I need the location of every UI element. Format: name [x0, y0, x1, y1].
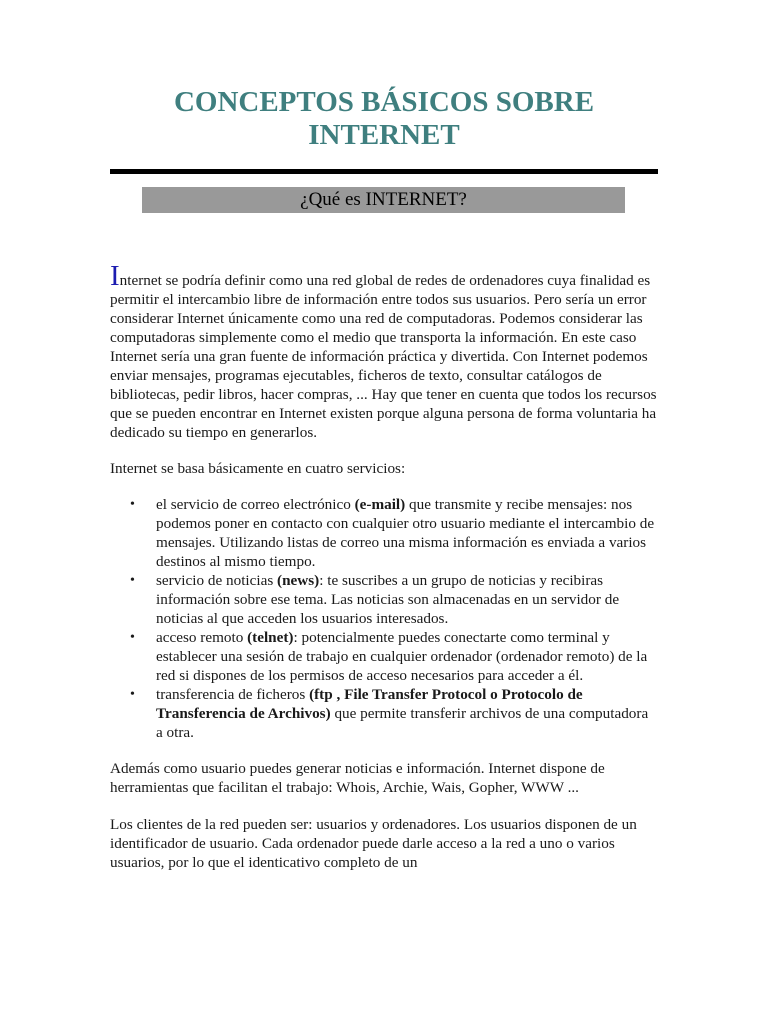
list-item	[110, 495, 658, 571]
title-divider	[110, 169, 658, 174]
paragraph-clients: Los clientes de la red pueden ser: usuarios y ordenadores. Los usuarios disponen de un identificador de usuario. Cada ordenador puede darle acceso a la red a uno o varios usuarios, por lo que el identicativo completo de un	[110, 816, 637, 871]
paragraph-tools: Además como usuario puedes generar noticias e información. Internet dispone de herramientas que facilitan el trabajo: Whois, Archie, Wais, Gopher, WWW ...	[110, 760, 605, 796]
service-text-after: que transmite y recibe mensajes: nos podemos poner en contacto con cualquier otro usuario mediante el intercambio de mensajes. Utilizando listas de correo una misma información es enviada a varios destinos al mismo tiempo.	[156, 496, 655, 570]
bullet-icon: •	[130, 573, 135, 588]
list-item	[110, 571, 658, 628]
list-item	[110, 628, 658, 685]
services-list	[110, 495, 658, 742]
bullet-icon: •	[130, 497, 135, 512]
services-intro: Internet se basa básicamente en cuatro servicios:	[110, 460, 406, 477]
service-text-before: transferencia de ficheros	[156, 686, 310, 703]
list-item	[110, 685, 658, 742]
intro-text: nternet se podría definir como una red global de redes de ordenadores cuya finalidad es permitir el intercambio libre de información entre todos sus usuarios. Pero sería un error considerar Internet únicamente como una red de computadoras. Podemos considerar las computadoras simplemente como el medio que transporta la información. En este caso Internet sería una gran fuente de información práctica y divertida. Con Internet podemos enviar mensajes, programas ejecutables, ficheros de texto, consultar catálogos de bibliotecas, pedir libros, hacer compras, ... Hay que tener en cuenta que todos los recursos que se pueden encontrar en Internet existen porque alguna persona de forma voluntaria ha dedicado su tiempo en generarlos.	[110, 272, 657, 441]
section-heading: ¿Qué es INTERNET?	[142, 187, 625, 213]
intro-paragraph	[110, 260, 658, 442]
service-term: (news)	[277, 572, 320, 589]
service-term: (ftp , File Transfer Protocol o Protocolo de Transferencia de Archivos)	[156, 686, 583, 722]
service-text-after: : potencialmente puedes conectarte como terminal y establecer una sesión de trabajo en cualquier ordenador (ordenador remoto) de la red si dispones de los permisos de acceso necesarios para acceder a él.	[156, 629, 648, 684]
bullet-icon: •	[130, 630, 135, 645]
service-text-before: servicio de noticias	[156, 572, 278, 589]
service-text-after: que permite transferir archivos de una computadora a otra.	[156, 705, 649, 741]
drop-cap: I	[110, 260, 120, 292]
service-text-before: el servicio de correo electrónico	[156, 496, 355, 513]
service-text-before: acceso remoto	[156, 629, 248, 646]
service-text-after: : te suscribes a un grupo de noticias y recibiras información sobre ese tema. Las noticias son almacenadas en un servidor de noticias al que acceden los usuarios interesados.	[156, 572, 620, 627]
bullet-icon: •	[130, 687, 135, 702]
page-title: CONCEPTOS BÁSICOS SOBRE INTERNET	[173, 86, 595, 151]
service-term: (e-mail)	[354, 496, 406, 513]
service-term: (telnet)	[247, 629, 294, 646]
document-body	[110, 260, 658, 872]
